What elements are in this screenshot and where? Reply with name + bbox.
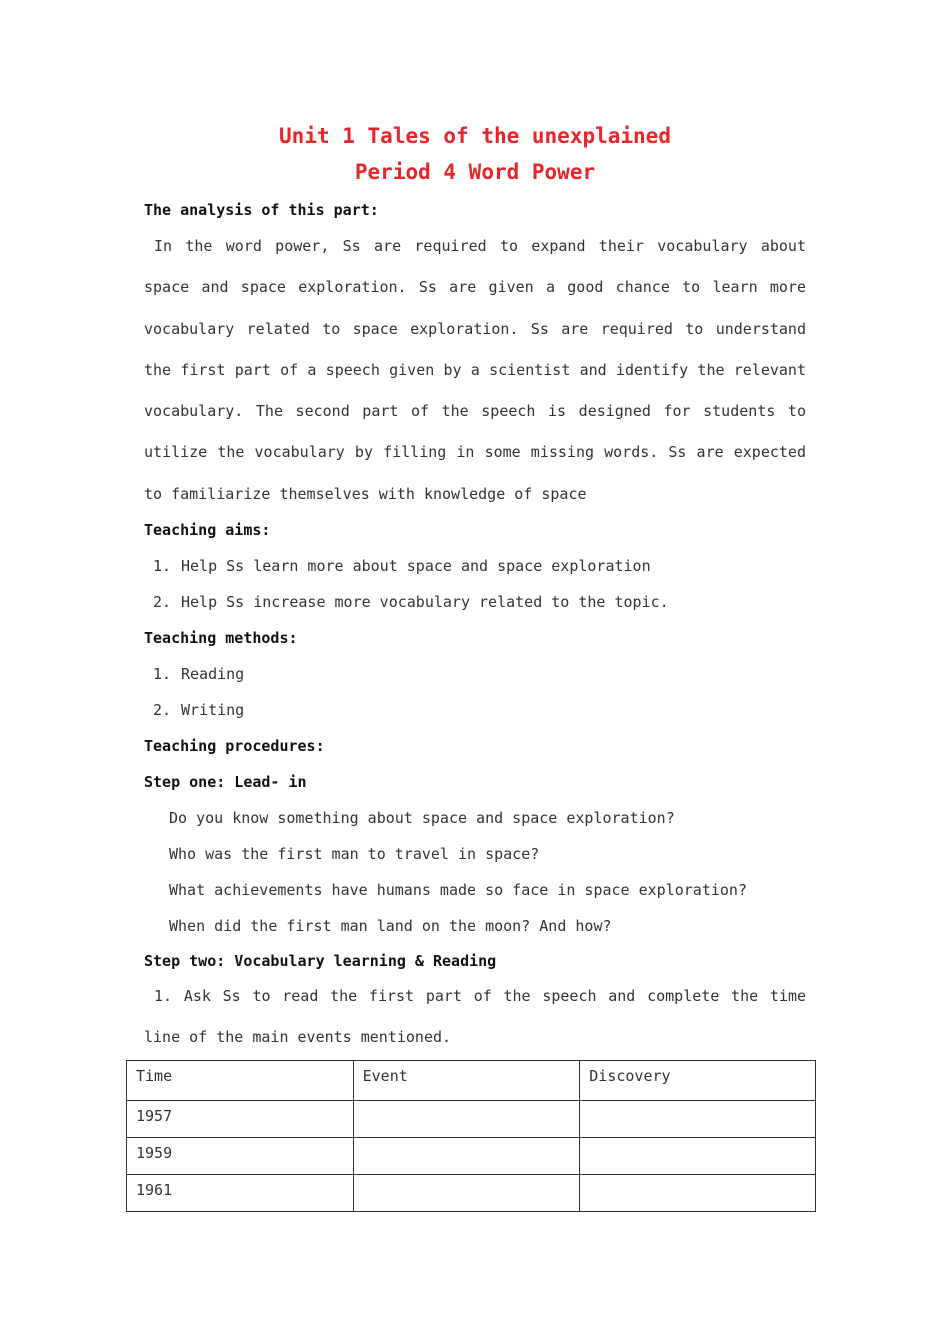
table-cell	[353, 1175, 580, 1212]
analysis-paragraph	[144, 226, 806, 515]
table-cell	[353, 1138, 580, 1175]
table-header-cell: Time	[127, 1061, 354, 1101]
table-cell	[580, 1175, 816, 1212]
table-cell: 1957	[127, 1101, 354, 1138]
period-title: Period 4 Word Power	[354, 160, 596, 184]
list-text: Reading	[181, 665, 245, 683]
table-row	[127, 1138, 816, 1175]
list-number: 1.	[153, 665, 172, 683]
table-header-cell: Discovery	[580, 1061, 816, 1101]
aims-item	[153, 593, 669, 611]
analysis-text: In the word power, Ss are required to expand their vocabulary about space and space exploration. Ss are given a good chance to learn more vocabulary related to space exploration. Ss are required to understand the first part of a speech given by a scientist and identify the relevant vocabulary. The second part of the speech is designed for students to utilize the vocabulary by filling in some missing words. Ss are expected to familiarize themselves with knowledge of space	[144, 237, 806, 503]
analysis-heading: The analysis of this part:	[144, 201, 379, 219]
list-text: Writing	[181, 701, 245, 719]
methods-item	[153, 701, 244, 719]
table-header-row	[127, 1061, 816, 1101]
list-text: Ask Ss to read the first part of the speech and complete the time line of the main events mentioned.	[144, 987, 807, 1046]
aims-item	[153, 557, 651, 575]
lead-in-question: Do you know something about space and space exploration?	[169, 809, 675, 827]
table-cell	[353, 1101, 580, 1138]
table-row	[127, 1175, 816, 1212]
unit-title: Unit 1 Tales of the unexplained	[279, 124, 671, 148]
table-row	[127, 1101, 816, 1138]
list-number: 1.	[153, 557, 172, 575]
table-cell	[580, 1101, 816, 1138]
lead-in-question: What achievements have humans made so face in space exploration?	[169, 881, 747, 899]
list-number: 2.	[153, 593, 172, 611]
list-number: 2.	[153, 701, 172, 719]
methods-heading: Teaching methods:	[144, 629, 298, 647]
lead-in-question: Who was the first man to travel in space?	[169, 845, 540, 863]
step-two-item	[144, 976, 806, 1058]
step-two-heading: Step two: Vocabulary learning & Reading	[144, 952, 497, 970]
timeline-table	[126, 1060, 816, 1212]
table-cell: 1959	[127, 1138, 354, 1175]
aims-heading: Teaching aims:	[144, 521, 271, 539]
lead-in-question: When did the first man land on the moon? And how?	[169, 917, 612, 935]
table-header-cell: Event	[353, 1061, 580, 1101]
step-one-heading: Step one: Lead- in	[144, 773, 307, 791]
list-number: 1.	[154, 987, 173, 1005]
list-text: Help Ss learn more about space and space exploration	[181, 557, 651, 575]
table-cell: 1961	[127, 1175, 354, 1212]
table-cell	[580, 1138, 816, 1175]
methods-item	[153, 665, 244, 683]
list-text: Help Ss increase more vocabulary related to the topic.	[181, 593, 669, 611]
procedures-heading: Teaching procedures:	[144, 737, 325, 755]
